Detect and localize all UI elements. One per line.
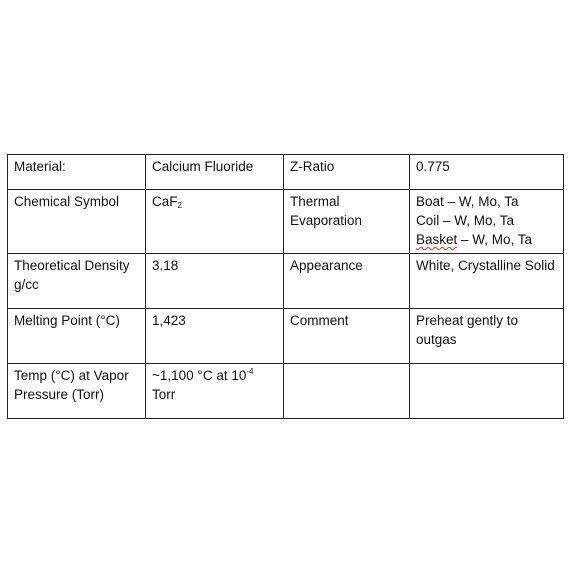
evaporation-source-basket: Basket – W, Mo, Ta [416,232,533,247]
vapor-exponent: -4 [246,367,254,376]
appearance-value: White, Crystalline Solid [410,254,564,309]
melting-point-value: 1,423 [146,309,284,364]
melting-point-label: Melting Point (°C) [8,309,146,364]
density-label: Theoretical Density g/cc [8,254,146,309]
vapor-pressure-value [146,364,284,419]
comment-value: Preheat gently to outgas [410,309,564,364]
z-ratio-value: 0.775 [410,155,564,190]
evaporation-source-coil: Coil – W, Mo, Ta [416,213,515,228]
chemical-symbol-value [146,190,284,254]
table-row [8,364,564,419]
z-ratio-label: Z-Ratio [284,155,410,190]
appearance-label: Appearance [284,254,410,309]
table-row [8,190,564,254]
table-row [8,155,564,190]
material-label: Material: [8,155,146,190]
comment-label: Comment [284,309,410,364]
formula-subscript: 2 [177,201,182,210]
vapor-pressure-label: Temp (°C) at Vapor Pressure (Torr) [8,364,146,419]
empty-cell [410,364,564,419]
vapor-unit-text: Torr [152,387,176,402]
material-properties-table [7,154,564,419]
empty-cell [284,364,410,419]
density-value: 3.18 [146,254,284,309]
thermal-evaporation-label: Thermal Evaporation [284,190,410,254]
thermal-evaporation-value [410,190,564,254]
spellcheck-underline: Basket [416,232,458,247]
material-value: Calcium Fluoride [146,155,284,190]
table-row [8,254,564,309]
vapor-temp-text: ~1,100 °C at 10 [152,368,247,383]
chemical-symbol-label: Chemical Symbol [8,190,146,254]
table-row [8,309,564,364]
formula-base: CaF [152,194,178,209]
evaporation-source-boat: Boat – W, Mo, Ta [416,194,519,209]
